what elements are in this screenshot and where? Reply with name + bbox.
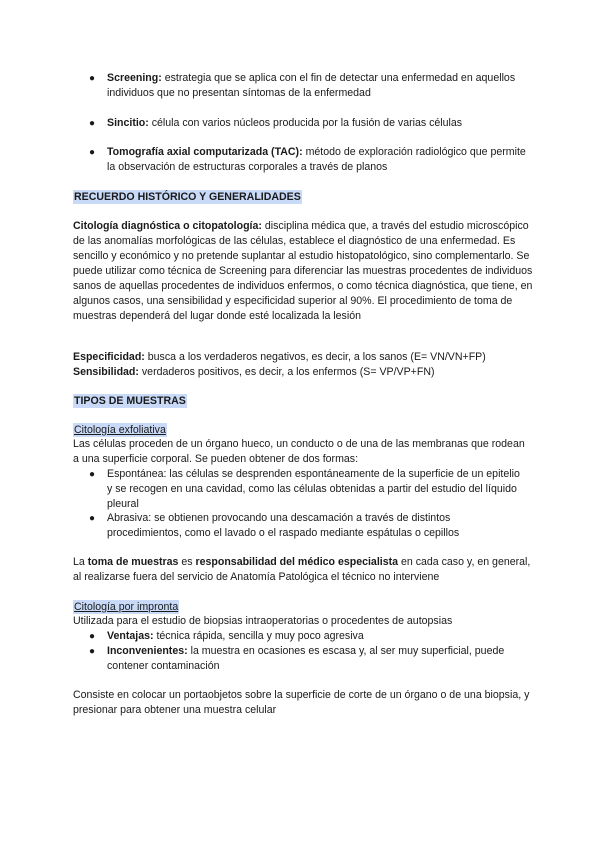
glossary-definition: método de exploración radiológico que permite la observación de estructuras corporales a través de planos <box>107 146 526 173</box>
bullet-dot: ● <box>89 631 96 642</box>
toma-bold-1: toma de muestras <box>87 556 179 568</box>
bullet-dot: ● <box>89 646 96 657</box>
section-heading-tipos: TIPOS DE MUESTRAS <box>74 395 186 407</box>
exfoliativa-item-abrasiva: Abrasiva: se obtienen provocando una descamación a través de distintos procedimientos, como el lavado o el raspado mediante espátulas o cepillos <box>107 512 460 539</box>
glossary-item-tac <box>107 145 527 175</box>
bullet-dot: ● <box>89 73 96 84</box>
inconvenientes-term: Inconvenientes: <box>107 645 188 657</box>
paragraph-term: Citología diagnóstica o citopatología: <box>73 220 262 232</box>
toma-mid: es <box>178 556 196 568</box>
impronta-item-ventajas <box>107 629 527 644</box>
ventajas-text: técnica rápida, sencilla y muy poco agresiva <box>153 630 364 642</box>
glossary-definition: célula con varios núcleos producida por la fusión de varias células <box>148 117 463 129</box>
subheading-impronta: Citología por impronta <box>74 601 179 613</box>
especificidad-term: Especificidad: <box>73 351 145 363</box>
sensibilidad-line <box>73 365 533 380</box>
paragraph-text: disciplina médica que, a través del estudio microscópico de las anomalías morfológicas de las células, establece el diagnóstico de una enfermedad. Es sencillo y económico y no pretende suplantar al estudio histopatológico, sino complementarlo. Se puede utilizar como técnica de Screening para diferenciar las muestras procedentes de individuos sanos de aquellas procedentes de individuos enfermos, o como técnica diagnóstica, que tiene, en algunos casos, una sensibilidad y especificidad superior al 90%. El procedimiento de toma de muestras dependerá del lugar donde esté localizada la lesión <box>73 220 533 322</box>
bullet-dot: ● <box>89 118 96 129</box>
bullet-dot: ● <box>89 513 96 524</box>
toma-pre: La <box>73 556 88 568</box>
exfoliativa-item-espontanea: Espontánea: las células se desprenden espontáneamente de la superficie de un epitelio y se recogen en una cavidad, como las células obtenidas a partir del estudio del líquido pleural <box>107 468 520 510</box>
glossary-definition: estrategia que se aplica con el fin de detectar una enfermedad en aquellos individuos que no presentan síntomas de la enfermedad <box>107 72 516 99</box>
impronta-intro: Utilizada para el estudio de biopsias intraoperatorias o procedentes de autopsias <box>73 615 453 627</box>
glossary-item-screening <box>107 71 527 101</box>
sensibilidad-text: verdaderos positivos, es decir, a los enfermos (S= VP/VP+FN) <box>138 366 435 378</box>
subheading-exfoliativa: Citología exfoliativa <box>74 424 166 436</box>
impronta-closing: Consiste en colocar un portaobjetos sobre la superficie de corte de un órgano o de una biopsia, y presionar para obtener una muestra celular <box>73 689 530 716</box>
especificidad-line <box>73 350 533 365</box>
glossary-term: Tomografía axial computarizada (TAC): <box>107 146 303 158</box>
bullet-dot: ● <box>89 147 96 158</box>
toma-paragraph <box>73 555 533 585</box>
ventajas-term: Ventajas: <box>107 630 154 642</box>
especificidad-text: busca a los verdaderos negativos, es decir, a los sanos (E= VN/VN+FP) <box>144 351 486 363</box>
section-heading-historico: RECUERDO HISTÓRICO Y GENERALIDADES <box>74 191 301 203</box>
citologia-paragraph <box>73 219 533 324</box>
glossary-term: Screening: <box>107 72 162 84</box>
bullet-dot: ● <box>89 469 96 480</box>
impronta-item-inconvenientes <box>107 644 527 674</box>
glossary-term: Sincitio: <box>107 117 149 129</box>
inconvenientes-text: la muestra en ocasiones es escasa y, al ser muy superficial, puede contener contaminación <box>107 645 505 672</box>
exfoliativa-intro: Las células proceden de un órgano hueco, un conducto o de una de las membranas que rodean a una superficie corporal. Se pueden obtener de dos formas: <box>73 438 525 465</box>
toma-post: en cada caso y, en general, al realizarse fuera del servicio de Anatomía Patológica el técnico no interviene <box>73 556 531 583</box>
toma-bold-2: responsabilidad del médico especialista <box>195 556 399 568</box>
sensibilidad-term: Sensibilidad: <box>73 366 139 378</box>
glossary-item-sincitio <box>107 116 527 131</box>
